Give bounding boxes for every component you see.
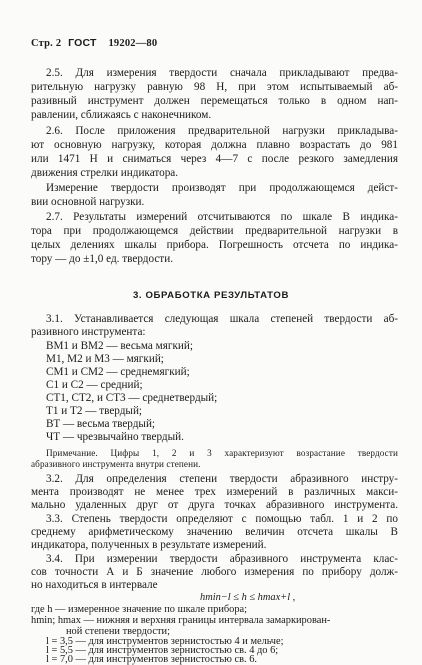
text-line: равлении, сближаясь с наконечником. bbox=[31, 109, 212, 121]
text-line: индикатора, полученных в результате измерений. bbox=[31, 539, 267, 551]
text-line: тора при продолжающемся действии предварительной нагрузки в bbox=[31, 225, 398, 237]
text-line: мента производят не менее трех измерений в различных макси- bbox=[31, 486, 398, 498]
list-item: ВМ1 и ВМ2 — весьма мягкий; bbox=[46, 340, 193, 352]
text-line: среднему арифметическому значению величин отсчета шкалы В bbox=[31, 526, 398, 538]
list-item: СМ1 и СМ2 — среднемягкий; bbox=[46, 366, 190, 378]
text-line: рительную нагрузку равную 98 Н, при этом испытываемый аб- bbox=[31, 81, 398, 93]
text-line: 3.3. Степень твердости определяют с помощью табл. 1 и 2 по bbox=[46, 513, 398, 525]
text-line: вии основной нагрузки. bbox=[31, 196, 145, 208]
text-line: движения стрелки индикатора. bbox=[31, 167, 179, 179]
text-line: но находиться в интервале bbox=[31, 579, 158, 591]
tolerance-line: l = 5,5 — для инструментов зернистостью св. 4 до 6; bbox=[46, 645, 279, 656]
text-line: сов точности А и Б значение любого измерения по прибору долж- bbox=[31, 566, 398, 578]
page-number: Стр. 2 bbox=[31, 38, 62, 49]
definition-line: где h — измеренное значение по шкале прибора; bbox=[31, 604, 248, 615]
definition-line: ной степени твердости; bbox=[66, 626, 170, 637]
text-line: 3.2. Для определения степени твердости абразивного инстру- bbox=[46, 473, 398, 485]
standard-number: 19202—80 bbox=[108, 38, 158, 49]
definition-line: hmin; hmax — нижняя и верхняя границы интервала замаркирован- bbox=[31, 615, 331, 626]
text-line: 3.4. При измерении твердости абразивного инструмента клас- bbox=[46, 553, 398, 565]
page-header bbox=[31, 37, 161, 49]
text-line: 2.7. Результаты измерений отсчитываются по шкале В индика- bbox=[46, 211, 398, 223]
section-heading: 3. ОБРАБОТКА РЕЗУЛЬТАТОВ bbox=[133, 290, 289, 301]
text-line: разивный инструмент должен перемещаться только в одном нап- bbox=[31, 95, 398, 107]
text-line: ют основную нагрузку, которая должна плавно возрастать до 981 bbox=[31, 139, 398, 151]
standard-label: ГОСТ bbox=[68, 37, 97, 49]
text-line: мально удаленных друг от друга точках абразивного инструмента. bbox=[31, 499, 398, 511]
list-item: ЧТ — чрезвычайно твердый. bbox=[46, 431, 184, 443]
text-line: 2.6. После приложения предварительной нагрузки прикладыва- bbox=[46, 125, 398, 137]
interval-formula: hmin−l ≤ h ≤ hmax+l , bbox=[200, 592, 296, 603]
note-line: абразивного инструмента внутри степени. bbox=[31, 459, 201, 469]
text-line: Измерение твердости производят при продолжающемся дейст- bbox=[46, 182, 398, 194]
text-line: или 1471 Н и сниматься через 4—7 с после резкого замедления bbox=[31, 153, 398, 165]
list-item: С1 и С2 — средний; bbox=[46, 379, 143, 391]
note-line: Примечание. Цифры 1, 2 и 3 характеризуют возрастание твердости bbox=[46, 448, 398, 458]
list-item: Т1 и Т2 — твердый; bbox=[46, 405, 143, 417]
list-item: СТ1, СТ2, и СТ3 — среднетвердый; bbox=[46, 392, 218, 404]
tolerance-line: l = 3,5 — для инструментов зернистостью 4 и мельче; bbox=[46, 636, 284, 647]
list-item: ВТ — весьма твердый; bbox=[46, 418, 156, 430]
text-line: 2.5. Для измерения твердости сначала прикладывают предва- bbox=[46, 67, 398, 79]
list-item: М1, М2 и М3 — мягкий; bbox=[46, 353, 164, 365]
text-line: разивного инструмента: bbox=[31, 326, 146, 338]
tolerance-line: l = 7,0 — для инструментов зернистостью св. 6. bbox=[46, 654, 257, 665]
text-line: целых делениях шкалы прибора. Погрешность отсчета по индика- bbox=[31, 239, 398, 251]
text-line: тору — до ±1,0 ед. твердости. bbox=[31, 253, 173, 265]
text-line: 3.1. Устанавливается следующая шкала степеней твердости аб- bbox=[46, 313, 398, 325]
